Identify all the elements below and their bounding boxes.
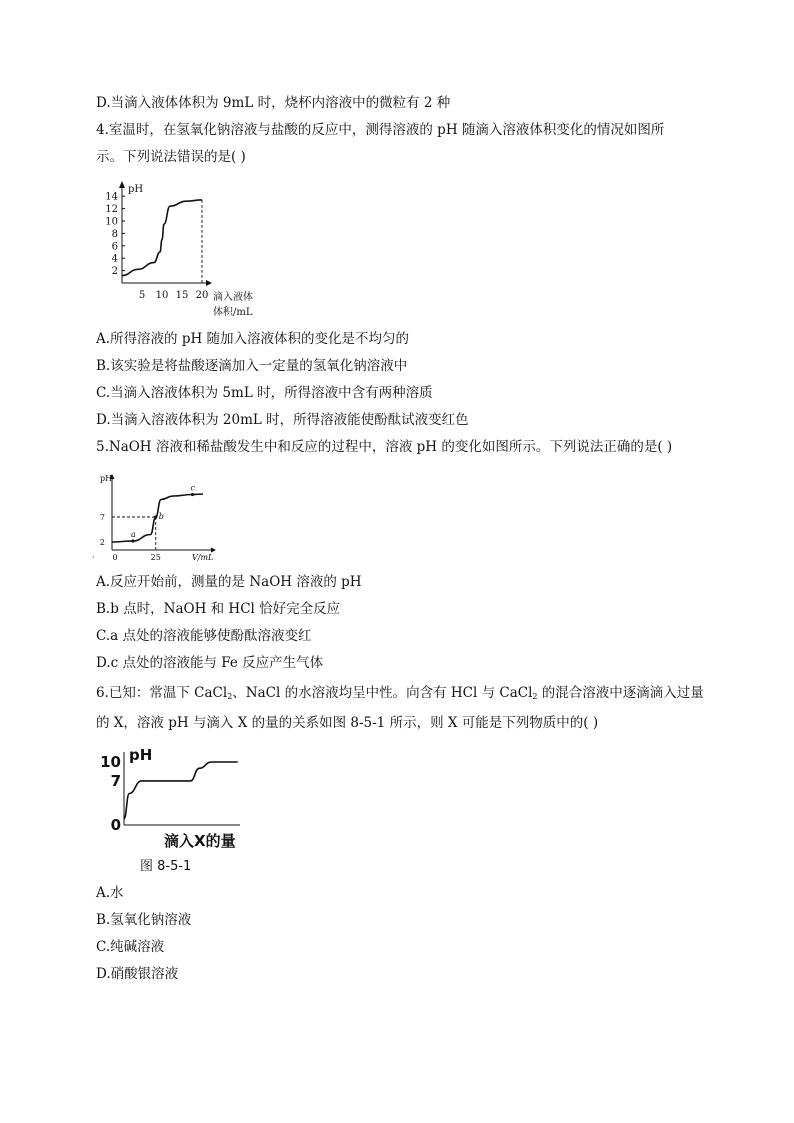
- q5-option-c: C.a 点处的溶液能够使酚酞溶液变红: [96, 628, 312, 644]
- x-axis-arrow: [211, 548, 216, 553]
- x-tick-label: 5: [138, 290, 146, 301]
- y-tick-label: 6: [111, 241, 118, 253]
- q5-stem: 5.NaOH 溶液和稀盐酸发生中和反应的过程中，溶液 pH 的变化如图所示。下列说法正确的是( ): [96, 439, 673, 455]
- x-tick-label: 25: [150, 553, 161, 562]
- q4-option-a: A.所得溶液的 pH 随加入溶液体积的变化是不均匀的: [96, 331, 410, 347]
- y-axis-label: pH: [128, 184, 144, 195]
- ph-curve: [124, 762, 238, 819]
- x-axis-label: V/mL: [192, 553, 214, 562]
- y-tick-label: 8: [111, 228, 118, 240]
- q4-option-c: C.当滴入溶液体积为 5mL 时，所得溶液中含有两种溶质: [96, 385, 433, 401]
- point-label-a: a: [131, 530, 136, 539]
- ph-curve: [112, 494, 203, 542]
- x-tick-label: 0: [112, 553, 118, 562]
- q6-stem-part-c: 的混合溶液中逐滴滴入过量: [537, 685, 704, 701]
- y-tick-label: 2: [111, 266, 118, 278]
- y-axis-label: pH: [100, 474, 113, 483]
- y-tick-label: 7: [99, 513, 105, 522]
- q4-stem-line2: 示。下列说法错误的是( ): [96, 149, 246, 165]
- q5-option-b: B.b 点时，NaOH 和 HCl 恰好完全反应: [96, 601, 341, 617]
- q6-option-c: C.纯碱溶液: [96, 939, 165, 955]
- point-a: [131, 539, 134, 542]
- point-c: [191, 493, 194, 496]
- y-tick-label: 0: [110, 816, 121, 834]
- q6-option-d: D.硝酸银溶液: [96, 966, 179, 982]
- q4-stem-line1: 4.室温时，在氢氧化钠溶液与盐酸的反应中，测得溶液的 pH 随滴入溶液体积变化的情况如图所: [96, 122, 665, 138]
- x-tick-label: 10: [155, 290, 169, 301]
- y-tick-label: 10: [105, 216, 118, 228]
- q4-option-d: D.当滴入溶液体积为 20mL 时，所得溶液能使酚酞试液变红色: [96, 412, 469, 428]
- q4-chart: [100, 180, 300, 320]
- x-tick-label: 15: [175, 290, 189, 301]
- q6-subscript: 2: [532, 692, 538, 701]
- q4-option-b: B.该实验是将盐酸逐滴加入一定量的氢氧化钠溶液中: [96, 358, 408, 374]
- figure-caption: 图 8-5-1: [140, 859, 192, 874]
- point-label-b: b: [158, 512, 164, 521]
- q6-chart: [100, 740, 270, 880]
- y-tick-label: 12: [105, 204, 118, 216]
- x-axis-label: 滴入X的量: [164, 832, 236, 850]
- y-axis-label: pH: [129, 746, 153, 764]
- x-tick-label: 20: [195, 290, 209, 301]
- y-tick-label: 2: [99, 538, 105, 547]
- q3-option-d: D.当滴入液体体积为 9mL 时，烧杯内溶液中的微粒有 2 种: [96, 95, 451, 111]
- y-tick-label: 7: [110, 771, 121, 790]
- q6-subscript: 2: [227, 692, 233, 701]
- q6-stem-line1: [96, 684, 704, 706]
- q6-option-a: A.水: [96, 885, 124, 901]
- q5-chart: [92, 466, 227, 566]
- y-tick-label: 4: [111, 253, 118, 265]
- y-tick-label: 14: [105, 191, 118, 203]
- point-b: [154, 515, 157, 518]
- x-axis-label-line1: 滴入液体: [213, 292, 253, 303]
- q6-option-b: B.氢氧化钠溶液: [96, 912, 192, 928]
- ph-curve: [122, 200, 202, 276]
- y-tick-label: 10: [100, 753, 121, 771]
- q5-option-a: A.反应开始前，测量的是 NaOH 溶液的 pH: [96, 574, 362, 590]
- y-axis-arrow: [119, 181, 125, 188]
- point-label-c: c: [190, 483, 195, 493]
- q5-option-d: D.c 点处的溶液能与 Fe 反应产生气体: [96, 655, 324, 671]
- x-axis-arrow: [206, 280, 212, 286]
- q6-stem-part-b: 、NaCl 的水溶液均呈中性。向含有 HCl 与 CaCl: [232, 685, 533, 701]
- stray-dot: ·: [92, 553, 95, 562]
- x-axis-label-line2: 体积/mL: [213, 307, 253, 318]
- q6-stem-line2: 的 X，溶液 pH 与滴入 X 的量的关系如图 8-5-1 所示，则 X 可能是下列物质中的( ): [96, 715, 599, 731]
- q6-stem-part-a: 6.已知：常温下 CaCl: [96, 685, 228, 701]
